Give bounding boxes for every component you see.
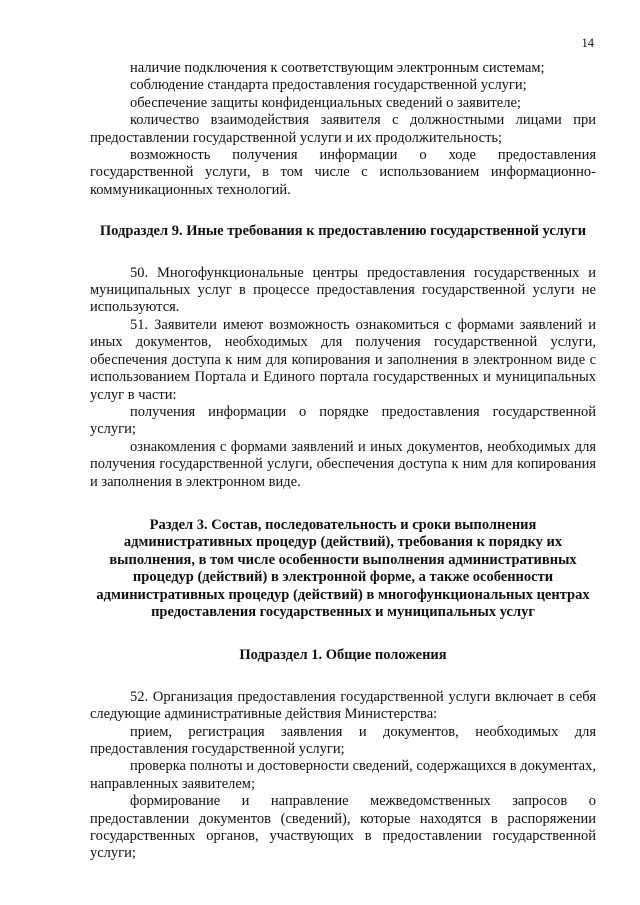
list-item: прием, регистрация заявления и документов, необходимых для предоставления государственной услуги; [90,723,596,757]
subsection-9-heading: Подраздел 9. Иные требования к предоставлению государственной услуги [99,223,587,240]
list-item: возможность получения информации о ходе предоставления государственной услуги, в том числе с использованием информационно-коммуникационных технологий. [90,147,596,198]
quality-indicators-list [90,60,596,199]
paragraph-52: 52. Организация предоставления государственной услуги включает в себя следующие административные действия Министерства: [90,688,596,723]
subsection-9-body [90,265,596,491]
list-item: ознакомления с формами заявлений и иных документов, необходимых для получения государственной услуги, обеспечения доступа к ним для копирования и заполнения в электронном виде. [90,438,596,490]
page-number: 14 [581,36,594,50]
subsection-1-heading: Подраздел 1. Общие положения [239,647,447,664]
section-3-heading: Раздел 3. Состав, последовательность и сроки выполнения административных процедур (действий), требования к порядку их выполнения, в том числе особенности выполнения административных процедур (действий) в электронной форме, а также особенности административных процедур (действий) в многофункциональных центрах предоставления государственных и муниципальных услуг [96,516,590,620]
list-item: наличие подключения к соответствующим электронным системам; [130,60,545,76]
document-body [90,60,596,863]
list-item: формирование и направление межведомственных запросов о предоставлении документов (сведений), которые находятся в распоряжении государственных органов, участвующих в предоставлении государственной услуги; [90,793,596,862]
paragraph-51: 51. Заявители имеют возможность ознакомиться с формами заявлений и иных документов, необходимых для получения государственной услуги, обеспечения доступа к ним для копирования и заполнения в электронном виде с использованием Портала и Единого портала государственных и муниципальных услуг в части: [90,316,596,403]
list-item: проверка полноты и достоверности сведений, содержащихся в документах, направленных заявителем; [90,758,596,792]
subsection-1-body [90,689,596,863]
list-item: обеспечение защиты конфиденциальных сведений о заявителе; [130,94,521,111]
list-item: получения информации о порядке предоставления государственной услуги; [90,403,596,438]
list-item: соблюдение стандарта предоставления государственной услуги; [130,77,527,94]
paragraph-50: 50. Многофункциональные центры предоставления государственных и муниципальных услуг в процессе предоставления государственной услуги не используются. [90,264,596,316]
list-item: количество взаимодействия заявителя с должностными лицами при предоставлении государственной услуги и их продолжительность; [90,112,596,146]
